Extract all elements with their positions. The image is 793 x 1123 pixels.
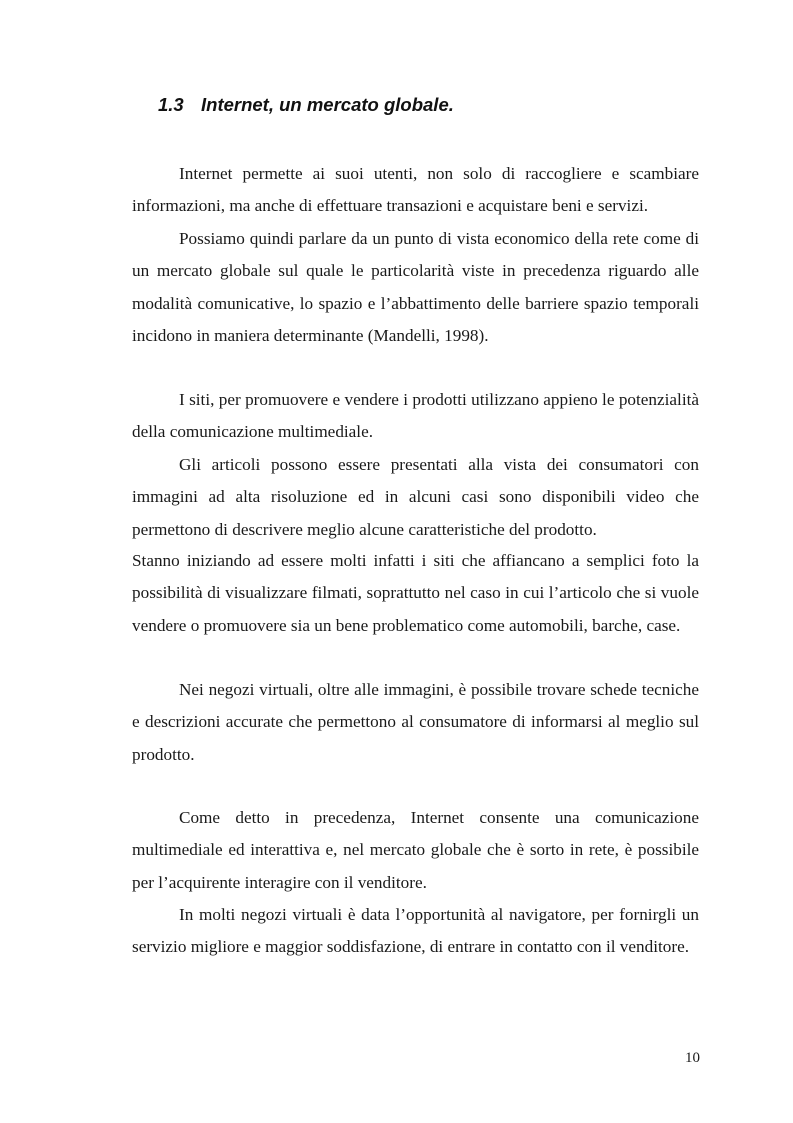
- paragraph-video-sites: Stanno iniziando ad essere molti infatti i siti che affiancano a semplici foto la possibilità di visualizzare filmati, soprattutto nel caso in cui l’articolo che si vuole vendere o promuovere sia un bene problematico come automobili, barche, case.: [132, 551, 699, 635]
- paragraph-interaction: Come detto in precedenza, Internet consente una comunicazione multimediale ed interattiva e, nel mercato globale che è sorto in rete, è possibile per l’acquirente interagire con il venditore.: [132, 808, 699, 892]
- paragraph-virtual-shops: Nei negozi virtuali, oltre alle immagini, è possibile trovare schede tecniche e descrizioni accurate che permettono al consumatore di informarsi al meglio sul prodotto.: [132, 680, 699, 764]
- page-number: 10: [685, 1050, 700, 1066]
- section-title: Internet, un mercato globale.: [201, 94, 454, 115]
- paragraph-global-market: Possiamo quindi parlare da un punto di vista economico della rete come di un mercato globale sul quale le particolarità viste in precedenza riguardo alle modalità comunicative, lo spazio e l’abbattimento delle barriere spazio temporali incidono in maniera determinante (Mandelli, 1998).: [132, 229, 699, 345]
- section-number: 1.3: [158, 94, 184, 115]
- paragraph-articles: Gli articoli possono essere presentati alla vista dei consumatori con immagini ad alta risoluzione ed in alcuni casi sono disponibili video che permettono di descrivere meglio alcune caratteristiche del prodotto.: [132, 455, 699, 539]
- paragraph-seller-contact: In molti negozi virtuali è data l’opportunità al navigatore, per fornirgli un servizio migliore e maggior soddisfazione, di entrare in contatto con il venditore.: [132, 905, 699, 957]
- paragraph-intro: Internet permette ai suoi utenti, non solo di raccogliere e scambiare informazioni, ma anche di effettuare transazioni e acquistare beni e servizi.: [132, 164, 699, 216]
- paragraph-multimedia: I siti, per promuovere e vendere i prodotti utilizzano appieno le potenzialità della comunicazione multimediale.: [132, 390, 699, 442]
- section-heading: [158, 93, 454, 117]
